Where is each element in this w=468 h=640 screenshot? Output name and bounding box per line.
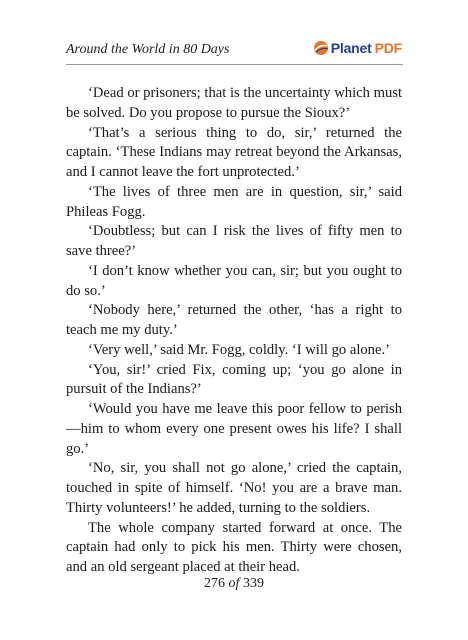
page-total: 339 <box>242 576 264 591</box>
paragraph: ‘That’s a serious thing to do, sir,’ returned the captain. ‘These Indians may retreat beyond the Arkansas, and I cannot leave the fort unprotected.’ <box>66 124 402 180</box>
brand-pdf-text: PDF <box>374 40 402 56</box>
page-number <box>0 576 468 592</box>
page-header <box>66 38 402 62</box>
paragraph: The whole company started forward at once. The captain had only to pick his men. Thirty were chosen, and an old sergeant placed at their head. <box>66 519 402 575</box>
paragraph: ‘I don’t know whether you can, sir; but you ought to do so.’ <box>66 262 402 299</box>
paragraph: ‘Nobody here,’ returned the other, ‘has a right to teach me my duty.’ <box>66 302 402 338</box>
paragraph: ‘Doubtless; but can I risk the lives of fifty men to save three?’ <box>66 223 402 259</box>
brand-planet-text: Planet <box>330 40 372 56</box>
planet-pdf-logo[interactable] <box>313 38 402 58</box>
paragraph: ‘Dead or prisoners; that is the uncertainty which must be solved. Do you propose to pursue the Sioux?’ <box>66 85 402 121</box>
header-divider <box>66 64 403 65</box>
page-current: 276 <box>204 576 226 591</box>
planet-logo-icon <box>313 40 329 56</box>
page-of-label: of <box>228 576 240 591</box>
paragraph: ‘No, sir, you shall not go alone,’ cried the captain, touched in spite of himself. ‘No! you are a brave man. Thirty volunteers!’ he added, turning to the soldiers. <box>66 460 402 516</box>
paragraph: ‘You, sir!’ cried Fix, coming up; ‘you go alone in pursuit of the Indians?’ <box>66 361 402 398</box>
paragraph: ‘Would you have me leave this poor fellow to perish—him to whom every one present owes his life? I shall go.’ <box>66 401 402 457</box>
paragraph: ‘The lives of three men are in question, sir,’ said Phileas Fogg. <box>66 183 402 220</box>
paragraph: ‘Very well,’ said Mr. Fogg, coldly. ‘I will go alone.’ <box>88 341 390 358</box>
running-title: Around the World in 80 Days <box>66 42 230 57</box>
page-body <box>66 84 402 578</box>
